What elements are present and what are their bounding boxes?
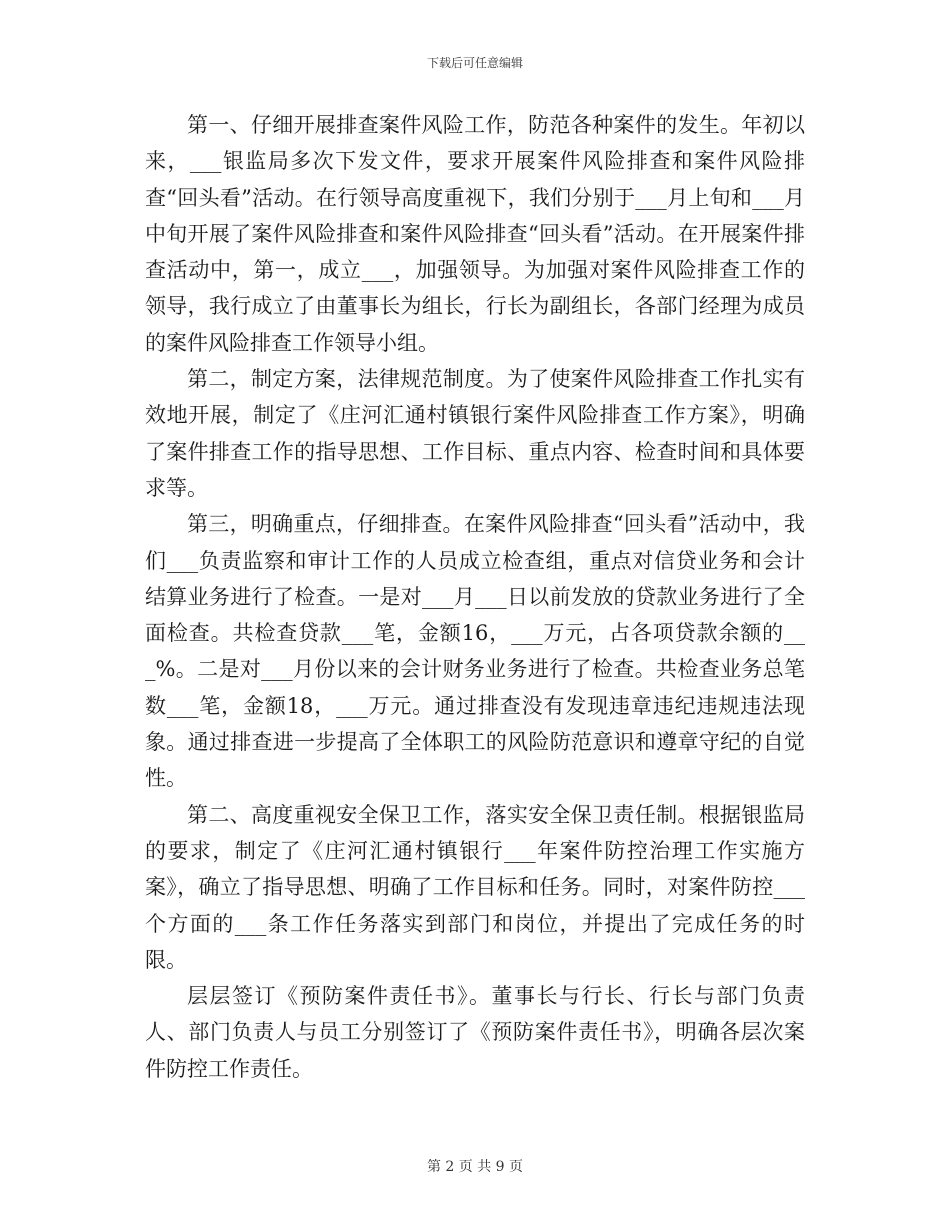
paragraph-2: 第二，制定方案，法律规范制度。为了使案件风险排查工作扎实有效地开展，制定了《庄河汇通村镇银行案件风险排查工作方案》，明确了案件排查工作的指导思想、工作目标、重点内容、检查时间和具体要求等。 <box>145 367 805 500</box>
page-number-footer: 第 2 页 共 9 页 <box>426 1159 524 1175</box>
paragraph-5: 层层签订《预防案件责任书》。董事长与行长、行长与部门负责人、部门负责人与员工分别签订了《预防案件责任书》，明确各层次案件防控工作责任。 <box>145 984 805 1081</box>
page-header-note: 下载后可任意编辑 <box>426 56 523 70</box>
paragraph-3: 第三，明确重点，仔细排查。在案件风险排查“回头看”活动中，我们___负责监察和审计工作的人员成立检查组，重点对信贷业务和会计结算业务进行了检查。一是对___月___日以前发放的贷款业务进行了全面检查。共检查贷款___笔，金额16，___万元，占各项贷款余额的___%。二是对___月份以来的会计财务业务进行了检查。共检查业务总笔数___笔，金额18，___万元。通过排查没有发现违章违纪违规违法现象。通过排查进一步提高了全体职工的风险防范意识和遵章守纪的自觉性。 <box>145 512 805 791</box>
paragraph-4: 第二、高度重视安全保卫工作，落实安全保卫责任制。根据银监局的要求，制定了《庄河汇通村镇银行___年案件防控治理工作实施方案》，确立了指导思想、明确了工作目标和任务。同时，对案件防控___个方面的___条工作任务落实到部门和岗位，并提出了完成任务的时限。 <box>145 802 805 972</box>
paragraph-1: 第一、仔细开展排查案件风险工作，防范各种案件的发生。年初以来，___银监局多次下发文件，要求开展案件风险排查和案件风险排查“回头看”活动。在行领导高度重视下，我们分别于___月上旬和___月中旬开展了案件风险排查和案件风险排查“回头看”活动。在开展案件排查活动中，第一，成立___，加强领导。为加强对案件风险排查工作的领导，我行成立了由董事长为组长，行长为副组长，各部门经理为成员的案件风险排查工作领导小组。 <box>145 113 805 355</box>
document-body <box>145 107 805 1087</box>
